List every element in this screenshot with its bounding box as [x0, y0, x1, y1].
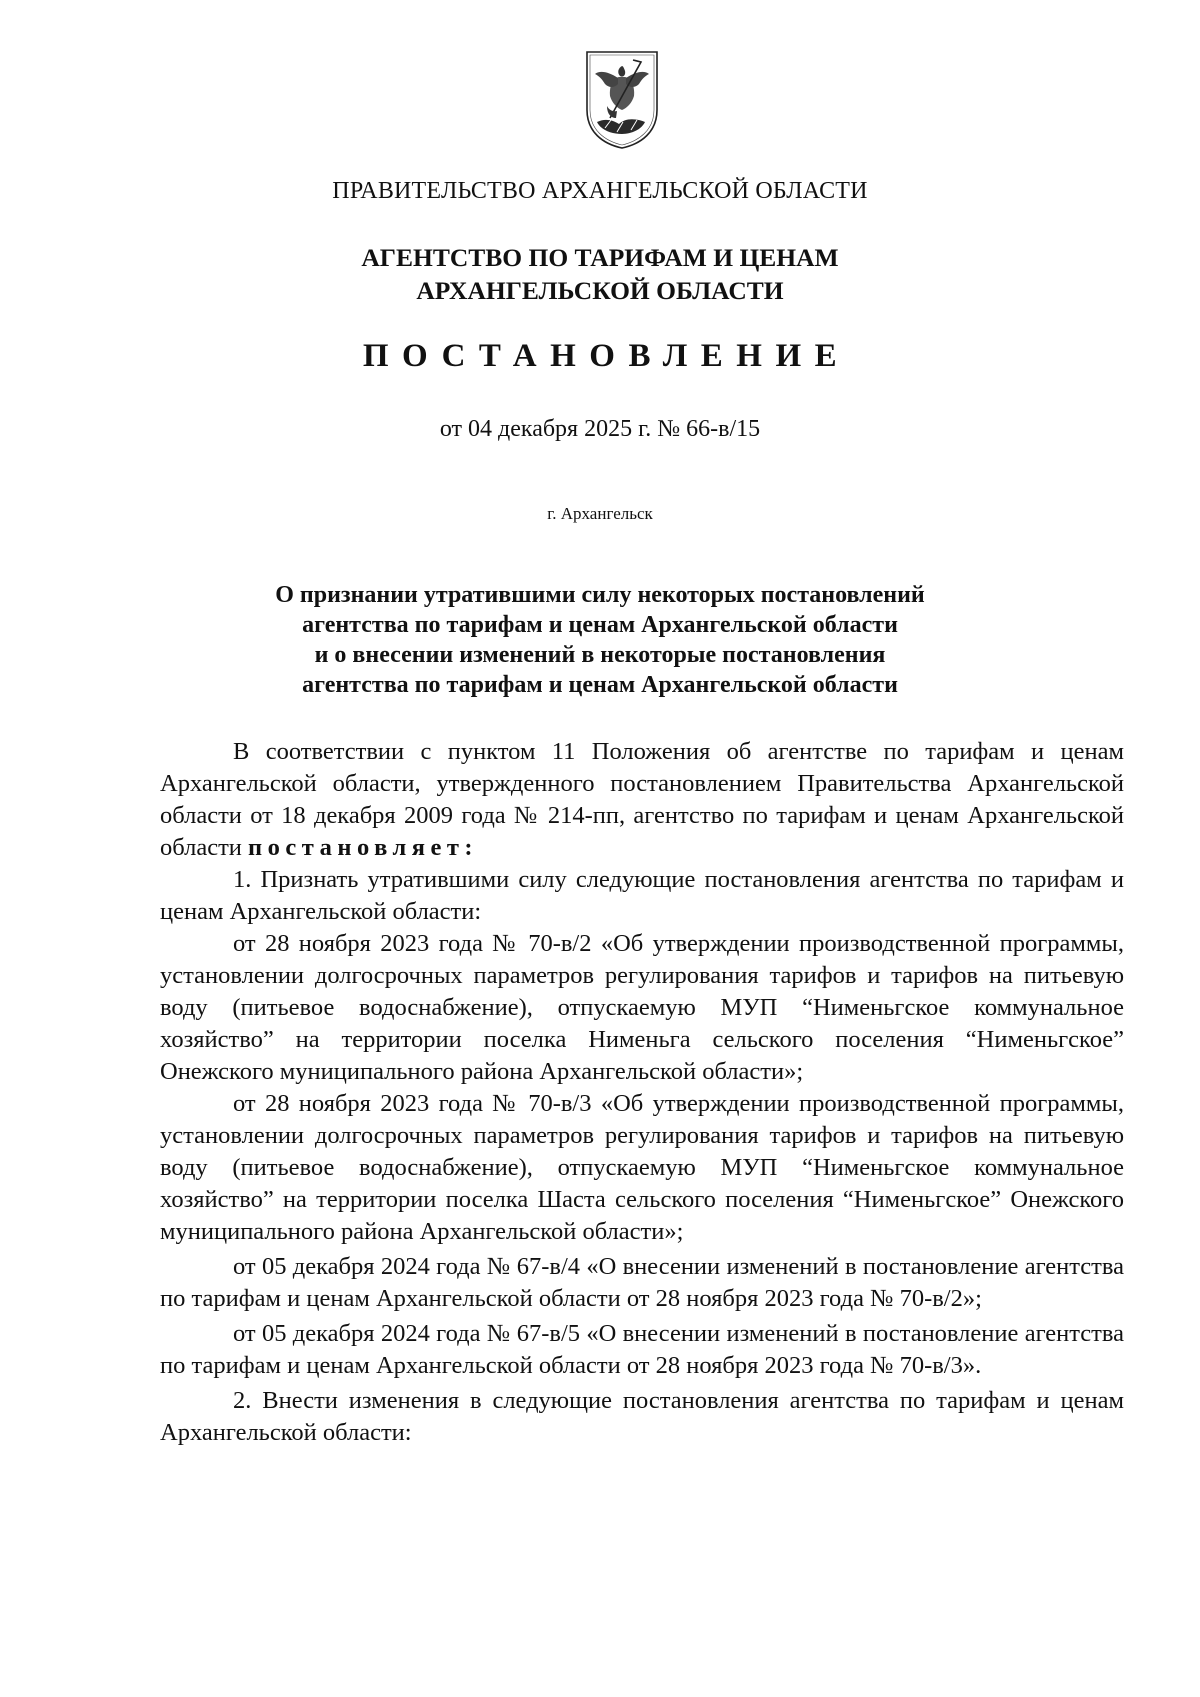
document-type: ПОСТАНОВЛЕНИЕ [362, 338, 851, 374]
preamble-text: В соответствии с пунктом 11 Положения об агентстве по тарифам и ценам Архангельской области, утвержденного постановлением Правительства Архангельской области от 18 декабря 2009 года № 214-пп, агентство по тарифам и ценам Архангельской области [160, 738, 1124, 861]
agency-name [0, 241, 1200, 307]
clause-2: 2. Внести изменения в следующие постановления агентства по тарифам и ценам Архангельской области: [160, 1387, 1124, 1446]
agency-name-line-1: АГЕНТСТВО ПО ТАРИФАМ И ЦЕНАМ [361, 243, 839, 272]
preamble-paragraph [160, 736, 1124, 864]
clause-1-item-d: от 05 декабря 2024 года № 67-в/5 «О внесении изменений в постановление агентства по тарифам и ценам Архангельской области от 28 ноября 2023 года № 70-в/3». [160, 1320, 1124, 1379]
document-body [160, 736, 1124, 1449]
government-name: ПРАВИТЕЛЬСТВО АРХАНГЕЛЬСКОЙ ОБЛАСТИ [332, 178, 868, 204]
agency-name-line-2: АРХАНГЕЛЬСКОЙ ОБЛАСТИ [416, 276, 784, 305]
clause-1-item-a: от 28 ноября 2023 года № 70-в/2 «Об утверждении производственной программы, установлении долгосрочных параметров регулирования тарифов и тарифов на питьевую воду (питьевое водоснабжение), отпускаемую МУП “Нименьгское коммунальное хозяйство” на территории поселка Нименьга сельского поселения “Нименьгское” Онежского муниципального района Архангельской области»; [160, 930, 1124, 1085]
subject-line-1: О признании утратившими силу некоторых постановлений [275, 582, 925, 608]
subject-line-4: агентства по тарифам и ценам Архангельской области [302, 672, 898, 698]
document-subject [0, 580, 1200, 700]
document-city: г. Архангельск [547, 504, 653, 523]
document-date-number: от 04 декабря 2025 г. № 66-в/15 [439, 416, 761, 442]
clause-1: 1. Признать утратившими силу следующие постановления агентства по тарифам и ценам Архангельской области: [160, 866, 1124, 925]
subject-line-2: агентства по тарифам и ценам Архангельской области [302, 612, 898, 638]
clause-1-item-b: от 28 ноября 2023 года № 70-в/3 «Об утверждении производственной программы, установлении долгосрочных параметров регулирования тарифов и тарифов на питьевую воду (питьевое водоснабжение), отпускаемую МУП “Нименьгское коммунальное хозяйство” на территории поселка Шаста сельского поселения “Нименьгское” Онежского муниципального района Архангельской области»; [160, 1090, 1124, 1245]
clause-1-item-c: от 05 декабря 2024 года № 67-в/4 «О внесении изменений в постановление агентства по тарифам и ценам Архангельской области от 28 ноября 2023 года № 70-в/2»; [160, 1253, 1124, 1312]
arkhangelsk-coat-of-arms-icon [583, 48, 661, 150]
subject-line-3: и о внесении изменений в некоторые постановления [314, 642, 886, 668]
resolves-word: постановляет: [248, 834, 479, 861]
